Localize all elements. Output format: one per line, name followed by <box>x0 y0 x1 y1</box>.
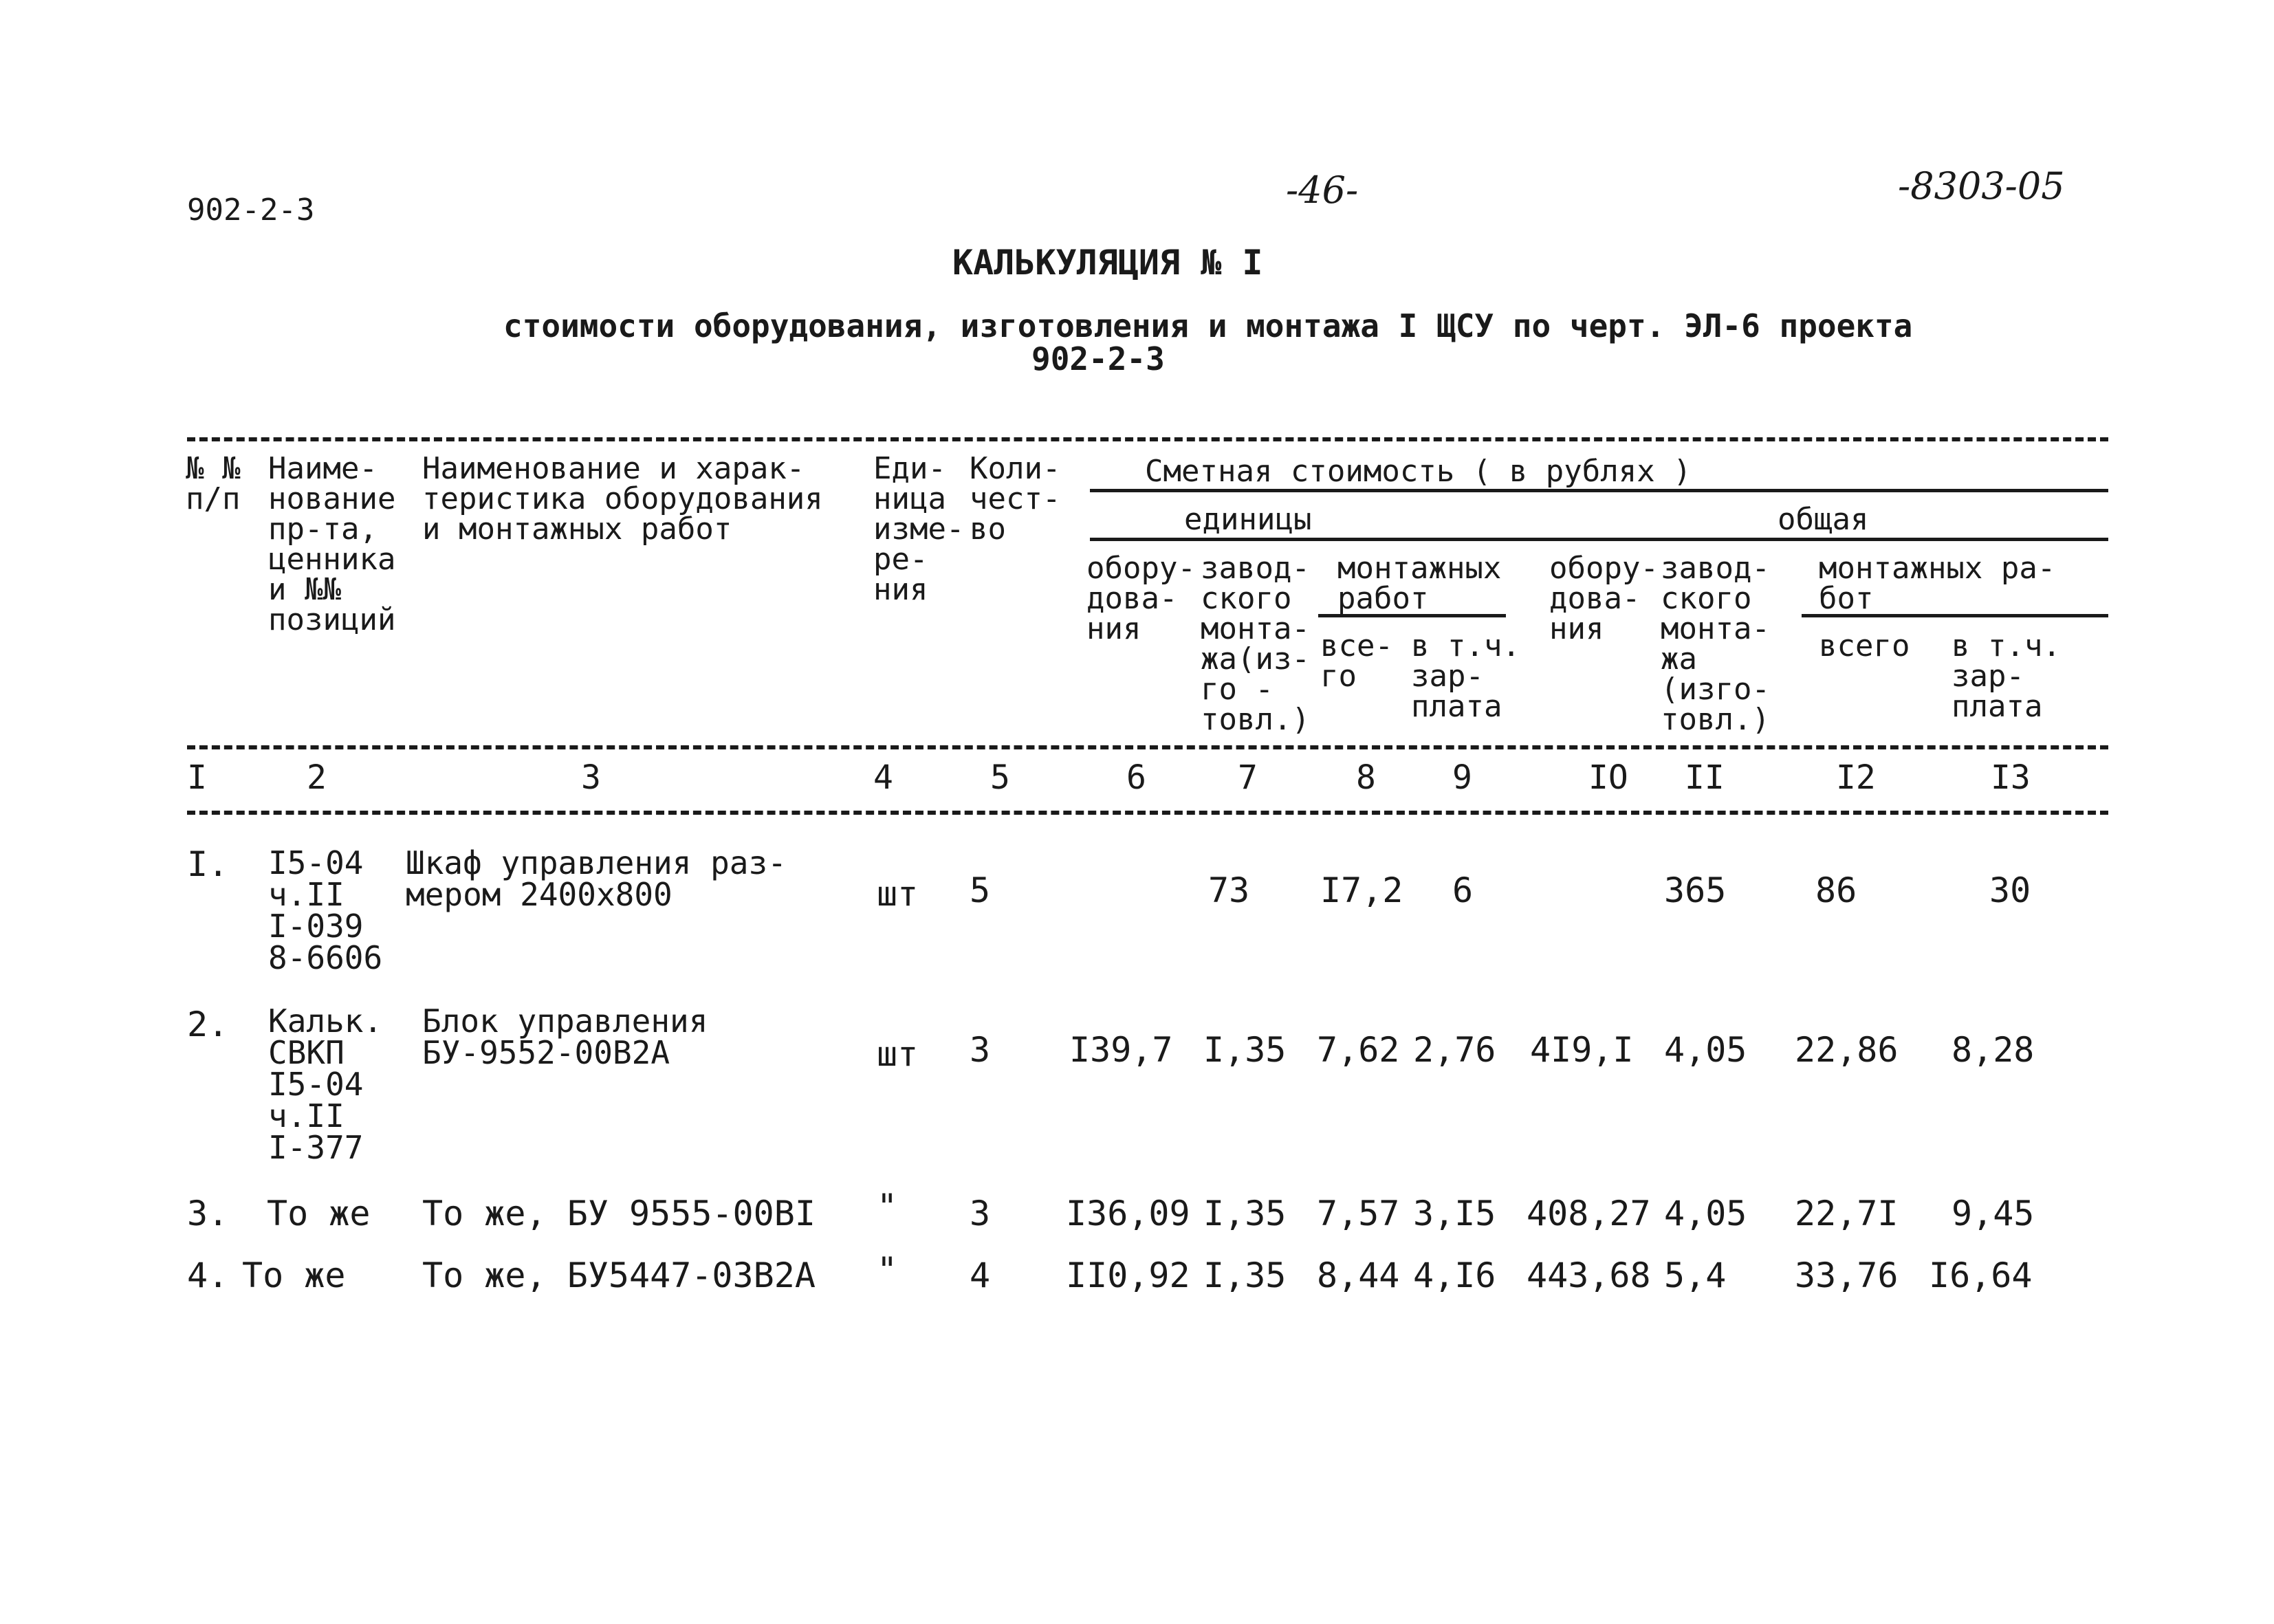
cell-total-factory: 4,05 <box>1664 1194 1747 1233</box>
column-number: I3 <box>1991 758 2031 797</box>
row-quantity: 4 <box>970 1255 991 1295</box>
column-number: I <box>187 758 207 797</box>
cell-unit-mount-total: 7,57 <box>1317 1194 1400 1233</box>
cell-total-mount-total: 86 <box>1815 870 1857 910</box>
header-total-equipment: обору- дова- ния <box>1549 551 1659 646</box>
cell-unit-mount-total: 7,62 <box>1317 1030 1400 1070</box>
column-number: I2 <box>1836 758 1876 797</box>
header-unit-equipment: обору- дова- ния <box>1086 551 1196 646</box>
header-per-unit: единицы <box>1184 502 1312 537</box>
row-number: 2. <box>187 1005 229 1044</box>
row-quantity: 5 <box>970 870 991 910</box>
cell-total-mount-total: 22,7I <box>1795 1194 1899 1233</box>
series-number: 902-2-3 <box>187 193 315 228</box>
unit-total-rule <box>1090 538 2108 541</box>
header-description: Наименование и харак- теристика оборудования и монтажных работ <box>422 451 823 547</box>
document-number: -8303-05 <box>1898 164 2065 208</box>
header-total-mounting: монтажных ра- бот <box>1819 551 2056 616</box>
header-row-number: № № п/п <box>186 451 241 516</box>
cell-total-mount-wage: 9,45 <box>1952 1194 2035 1233</box>
row-quantity: 3 <box>970 1194 991 1233</box>
column-number: 7 <box>1238 758 1258 797</box>
column-number: 4 <box>873 758 893 797</box>
cell-unit-factory: I,35 <box>1203 1194 1287 1233</box>
group-header-rule <box>1090 489 2108 492</box>
cell-total-factory: 365 <box>1664 870 1727 910</box>
header-unit-mounting: монтажных работ <box>1337 551 1502 616</box>
cell-total-factory: 4,05 <box>1664 1030 1747 1070</box>
row-number: 4. <box>187 1255 229 1295</box>
cell-unit-equipment: I36,09 <box>1066 1194 1190 1233</box>
table-top-rule <box>187 437 2108 441</box>
row-quantity: 3 <box>970 1030 991 1070</box>
cell-unit-mount-total: 8,44 <box>1317 1255 1400 1295</box>
cell-total-mount-total: 33,76 <box>1795 1255 1899 1295</box>
header-unit: Еди- ница изме- ре- ния <box>873 451 965 607</box>
header-unit-mount-total: все- го <box>1320 628 1393 694</box>
cell-unit-mount-total: I7,2 <box>1320 870 1403 910</box>
row-unit: шт <box>877 874 919 914</box>
cell-total-mount-wage: I6,64 <box>1929 1255 2033 1295</box>
cell-unit-factory: I,35 <box>1203 1030 1287 1070</box>
cell-total-mount-total: 22,86 <box>1795 1030 1899 1070</box>
row-number: I. <box>187 844 229 884</box>
cell-total-mount-wage: 30 <box>1989 870 2031 910</box>
column-number: 9 <box>1452 758 1472 797</box>
row-price-reference: I5-04 ч.II I-039 8-6606 <box>268 844 383 976</box>
cell-unit-equipment: I39,7 <box>1069 1030 1173 1070</box>
column-number: 5 <box>990 758 1010 797</box>
row-price-reference: То же <box>267 1194 371 1233</box>
header-price-reference: Наиме- нование пр-та, ценника и №№ позиций <box>268 451 396 637</box>
calculation-subtitle: стоимости оборудования, изготовления и монтажа I ЩСУ по черт. ЭЛ-6 проекта <box>503 307 1913 344</box>
cell-unit-mount-wage: 6 <box>1452 870 1474 910</box>
row-description: Блок управления БУ-9552-00В2А <box>422 1002 708 1071</box>
cell-unit-mount-wage: 3,I5 <box>1413 1194 1496 1233</box>
cell-total-mount-wage: 8,28 <box>1952 1030 2035 1070</box>
column-number: II <box>1685 758 1725 797</box>
row-description: То же, БУ5447-03В2А <box>422 1255 816 1295</box>
row-unit: " <box>877 1187 898 1227</box>
row-description: То же, БУ 9555-00ВI <box>422 1194 816 1233</box>
column-number: IO <box>1588 758 1628 797</box>
header-total-mount-wage: в т.ч. зар- плата <box>1952 628 2061 724</box>
cell-total-factory: 5,4 <box>1664 1255 1727 1295</box>
header-unit-factory: завод- ского монта- жа(из- го - товл.) <box>1201 551 1310 737</box>
cell-total-equipment: 443,68 <box>1527 1255 1651 1295</box>
column-number: 6 <box>1126 758 1146 797</box>
row-unit: шт <box>877 1034 919 1074</box>
cell-unit-factory: I,35 <box>1203 1255 1287 1295</box>
cell-unit-equipment: II0,92 <box>1066 1255 1190 1295</box>
header-quantity: Коли- чест- во <box>970 451 1061 547</box>
column-number: 8 <box>1356 758 1376 797</box>
row-description: Шкаф управления раз- мером 2400х800 <box>406 844 787 913</box>
header-total: общая <box>1778 502 1869 537</box>
column-numbers-rule <box>187 811 2108 815</box>
header-estimated-cost: Сметная стоимость ( в рублях ) <box>1145 454 1692 489</box>
column-number: 2 <box>307 758 327 797</box>
calculation-subtitle-project: 902-2-3 <box>1031 340 1165 377</box>
cell-total-equipment: 408,27 <box>1527 1194 1651 1233</box>
column-number: 3 <box>581 758 601 797</box>
cell-total-equipment: 4I9,I <box>1530 1030 1634 1070</box>
cell-unit-mount-wage: 4,I6 <box>1413 1255 1496 1295</box>
header-bottom-rule <box>187 745 2108 749</box>
row-price-reference: То же <box>242 1255 346 1295</box>
header-unit-mount-wage: в т.ч. зар- плата <box>1411 628 1520 724</box>
calculation-title: КАЛЬКУЛЯЦИЯ № I <box>952 243 1263 283</box>
row-unit: " <box>877 1250 898 1290</box>
header-total-factory: завод- ского монта- жа (изго- товл.) <box>1661 551 1770 737</box>
header-total-mount-total: всего <box>1819 628 1910 663</box>
cell-unit-factory: 73 <box>1208 870 1250 910</box>
row-number: 3. <box>187 1194 229 1233</box>
page-number: -46- <box>1286 168 1359 212</box>
row-price-reference: Кальк. СВКП I5-04 ч.II I-377 <box>268 1002 383 1166</box>
cell-unit-mount-wage: 2,76 <box>1413 1030 1496 1070</box>
